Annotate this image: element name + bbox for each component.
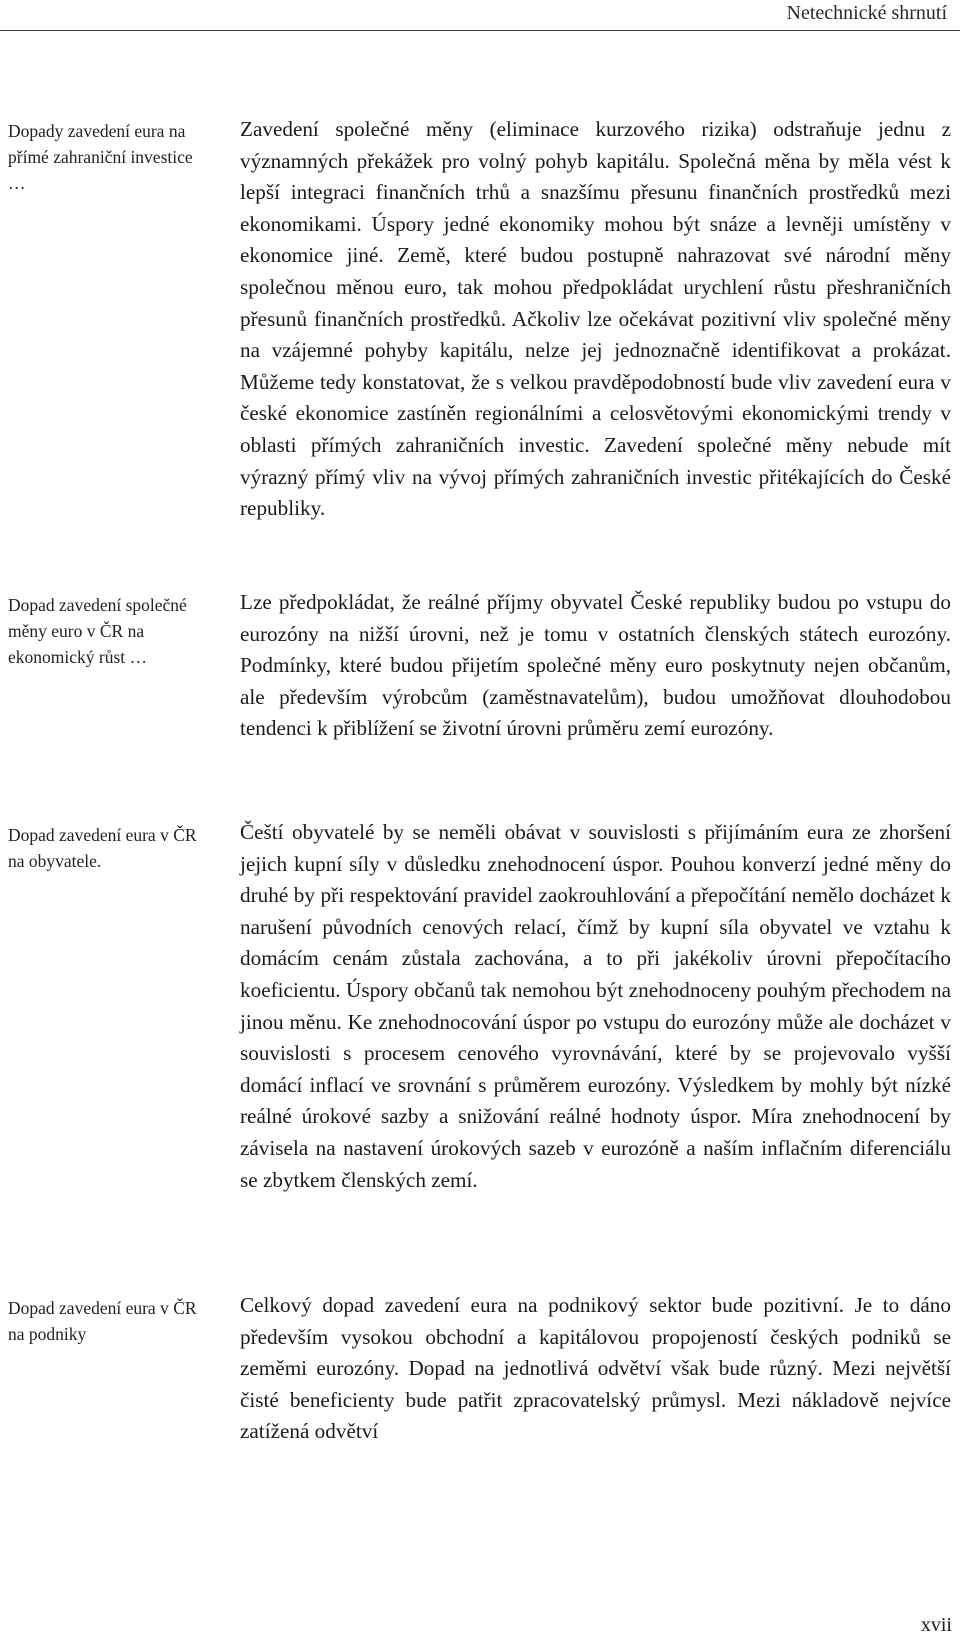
paragraph-growth: Lze předpokládat, že reálné příjmy obyvatel České republiky budou po vstupu do eurozóny na nižší úrovni, než je tomu v ostatních členských státech eurozóny. Podmínky, které budou přijetím společné měny euro poskytnuty nejen občanům, ale především výrobcům (zaměstnavatelům), budou umožňovat dlouhodobou tendenci k přiblížení se životní úrovni průměru zemí eurozóny. (240, 590, 951, 741)
side-note-residents: Dopad zavedení eura v ČR na obyvatele. (8, 825, 197, 871)
page-number: xvii (920, 1614, 952, 1636)
side-note-growth: Dopad zavedení společné měny euro v ČR na ekonomický růst … (8, 595, 187, 667)
paragraph-residents: Čeští obyvatelé by se neměli obávat v souvislosti s přijímáním eura ze zhoršení jejich kupní síly v důsledku znehodnocení úspor. Pouhou konverzí jedné měny do druhé by při respektování pravidel zaokrouhlování a přepočítání nemělo docházet k narušení původních cenových relací, čímž by kupní síla obyvatel ve vztahu k domácím cenám zůstala zachována, a to při jakékoliv úrovni přepočítacího koeficientu. Úspory občanů tak nemohou být znehodnoceny pouhým přechodem na jinou měnu. Ke znehodnocování úspor po vstupu do eurozóny může ale docházet v souvislosti s procesem cenového vyrovnávání, které by se projevovalo vyšší domácí inflací ve srovnání s průměrem eurozóny. Výsledkem by mohly být nízké reálné úrokové sazby a snižování reálné hodnoty úspor. Míra znehodnocení by závisela na nastavení úrokových sazeb v eurozóně a naším inflačním diferenciálu se zbytkem členských zemí. (240, 820, 951, 1192)
running-header: Netechnické shrnutí (786, 2, 947, 24)
side-note-fdi: Dopady zavedení eura na přímé zahraniční investice … (8, 121, 193, 193)
side-note-businesses: Dopad zavedení eura v ČR na podniky (8, 1298, 197, 1344)
header-rule (0, 30, 960, 31)
paragraph-fdi: Zavedení společné měny (eliminace kurzového rizika) odstraňuje jednu z významných překážek pro volný pohyb kapitálu. Společná měna by měla vést k lepší integraci finančních trhů a snazšímu přesunu finančních prostředků mezi ekonomikami. Úspory jedné ekonomiky mohou být snáze a levněji umístěny v ekonomice jiné. Země, které budou postupně nahrazovat své národní měny společnou měnou euro, tak mohou předpokládat urychlení růstu přeshraničních přesunů finančních prostředků. Ačkoliv lze očekávat pozitivní vliv společné měny na vzájemné pohyby kapitálu, nelze jej jednoznačně identifikovat a prokázat. Můžeme tedy konstatovat, že s velkou pravděpodobností bude vliv zavedení eura v české ekonomice zastíněn regionálními a celosvětovými ekonomickými trendy v oblasti přímých zahraničních investic. Zavedení společné měny nebude mít výrazný přímý vliv na vývoj přímých zahraničních investic přitékajících do České republiky. (240, 117, 951, 521)
paragraph-businesses: Celkový dopad zavedení eura na podnikový sektor bude pozitivní. Je to dáno především vysokou obchodní a kapitálovou propojeností českých podniků se zeměmi eurozóny. Dopad na jednotlivá odvětví však bude různý. Mezi největší čisté beneficienty bude patřit zpracovatelský průmysl. Mezi nákladově nejvíce zatížená odvětví (240, 1293, 951, 1444)
